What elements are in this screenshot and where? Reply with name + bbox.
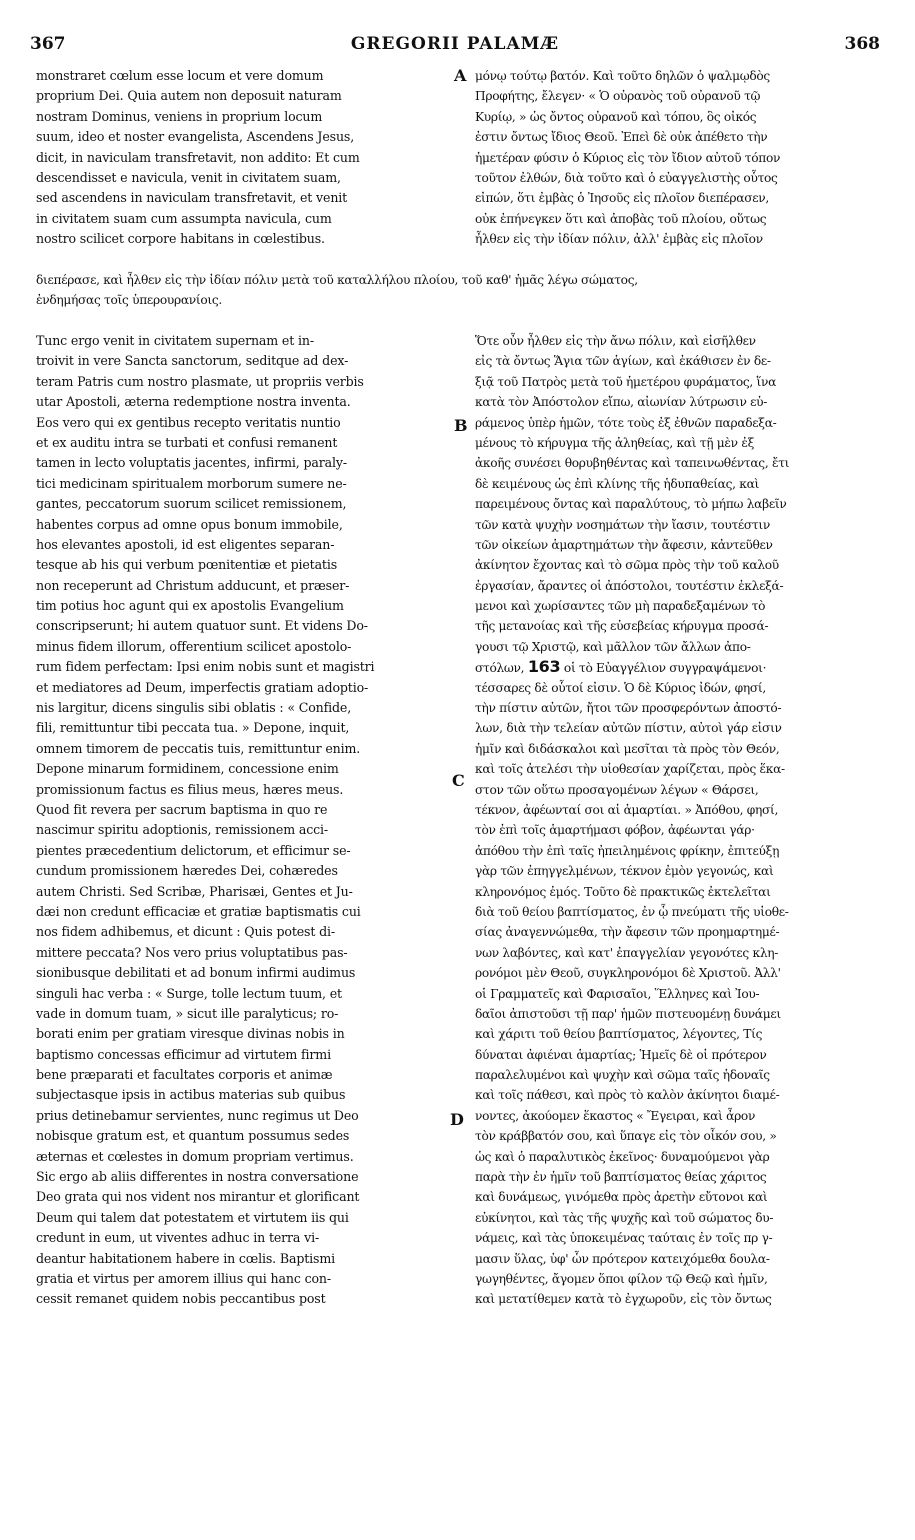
text-line: Προφήτης, ἔλεγεν· « Ὁ οὐρανὸς τοῦ οὐρανοῦ τῷ — [475, 89, 761, 104]
text-line: εἰς τὰ ὄντως Ἅγια τῶν ἁγίων, καὶ ἐκάθισεν ἐν δε- — [475, 354, 771, 369]
text-line: τῶν κατὰ ψυχὴν νοσημάτων τὴν ἴασιν, τουτέστιν — [475, 517, 770, 532]
text-line: nis largitur, dicens singulis sibi oblatis : « Confide, — [36, 700, 352, 716]
text-line: κατὰ τὸν Ἀπόστολον εἴπω, αἰωνίαν λύτρωσιν εὑ- — [475, 395, 768, 410]
text-line: οἱ Γραμματεῖς καὶ Φαρισαῖοι, Ἕλληνες καὶ Ἰου- — [475, 986, 760, 1001]
text-line: ἡμετέραν φύσιν ὁ Κύριος εἰς τὸν ἴδιον αὐτοῦ τόπον — [475, 150, 781, 165]
text-line: tim potius hoc agunt qui ex apostolis Evangelium — [36, 598, 344, 614]
text-line: rum fidem perfectam: Ipsi enim nobis sunt et magistri — [36, 659, 375, 675]
text-line: σίας ἀναγεννώμεθα, τὴν ἄφεσιν τῶν προημαρτημέ- — [475, 925, 780, 940]
text-line: descendisset e navicula, venit in civitatem suam, — [36, 169, 341, 185]
text-line: καὶ μετατίθεμεν κατὰ τὸ ἐγχωροῦν, εἰς τὸν ὄντως — [475, 1292, 772, 1307]
text-line: suum, ideo et noster evangelista, Ascendens Jesus, — [36, 129, 355, 145]
greek-column-bottom — [475, 331, 885, 1310]
text-line: ξιᾷ τοῦ Πατρὸς μετὰ τοῦ ἡμετέρου φυράματος, ἵνα — [475, 374, 777, 389]
text-line: ἐργασίαν, ἄραντες οἱ ἀπόστολοι, τουτέστιν ἐκλεξά- — [475, 578, 784, 593]
text-line: tici medicinam spiritualem morborum sumere ne- — [36, 475, 347, 491]
page-header — [30, 34, 880, 58]
text-line: ἀπόθου τὴν ἐπὶ ταῖς ἠπειλημένοις φρίκην, ἐπιτεύξῃ — [475, 843, 780, 858]
text-line: Tunc ergo venit in civitatem supernam et in- — [36, 333, 314, 348]
text-line: νων λαβόντες, καὶ κατ' ἐπαγγελίαν γεγονότες κλη- — [475, 945, 779, 960]
text-line: στον τῶν οὕτω προσαγομένων λέγων « Θάρσει, — [475, 782, 759, 797]
text-line: μασιν ὕλας, ὑφ' ὧν πρότερον κατειχόμεθα δουλα- — [475, 1251, 770, 1266]
text-line: τὸν κράββατόν σου, καὶ ὕπαγε εἰς τὸν οἶκόν σου, » — [475, 1129, 777, 1144]
text-line: Sic ergo ab aliis differentes in nostra conversatione — [36, 1169, 359, 1185]
text-line: τέσσαρες δὲ οὗτοί εἰσιν. Ὁ δὲ Κύριος ἰδών, φησί, — [475, 680, 766, 695]
text-line: παραλελυμένοι καὶ ψυχὴν καὶ σῶμα ταῖς ἡδοναῖς — [475, 1068, 770, 1083]
text-line: nos fidem adhibemus, et dicunt : Quis potest di- — [36, 924, 336, 940]
text-line: prius detinebamur servientes, nunc regimus ut Deo — [36, 1107, 359, 1123]
text-line: Κυρίῳ, » ὡς ὄντος οὐρανοῦ καὶ τόπου, ὃς οἰκός — [475, 109, 757, 124]
text-line: gratia et virtus per amorem illius qui hanc con- — [36, 1270, 331, 1286]
section-marker-c: C — [452, 771, 465, 790]
text-line: conscripserunt; hi autem quatuor sunt. Et videns Do- — [36, 618, 368, 634]
text-line: omnem timorem de peccatis tuis, remittuntur enim. — [36, 740, 361, 756]
section-marker-a: A — [454, 66, 467, 85]
text-line: minus fidem illorum, offerentium scilicet apostolo- — [36, 638, 352, 654]
text-line: κληρονόμος ἐμός. Τοῦτο δὲ πρακτικῶς ἐκτελεῖται — [475, 884, 771, 899]
text-line: in civitatem suam cum assumpta navicula, cum — [36, 210, 332, 226]
greek-lines-after-column-number — [475, 678, 885, 1310]
text-line: non receperunt ad Christum adducunt, et præser- — [36, 577, 350, 593]
section-marker-d: D — [450, 1110, 464, 1129]
column-number-line — [475, 657, 885, 677]
text-line: subjectasque ipsis in actibus materias sub quibus — [36, 1087, 346, 1103]
greek-column-top — [475, 66, 885, 250]
text-line: tesque ab his qui verbum pœnitentiæ et pietatis — [36, 557, 338, 573]
text-line: λων, διὰ τὴν τελείαν αὐτῶν πίστιν, αὐτοὶ γάρ εἰσιν — [475, 721, 782, 736]
latin-column-top — [36, 66, 456, 250]
text-line: καὶ χάριτι τοῦ θείου βαπτίσματος, λέγοντες, Τίς — [475, 1027, 763, 1042]
text-line: utar Apostoli, æterna redemptione nostra inventa. — [36, 394, 351, 410]
text-line: Ὅτε οὖν ἦλθεν εἰς τὴν ἄνω πόλιν, καὶ εἰσῆλθεν — [475, 334, 756, 348]
text-line: Depone minarum formidinem, concessione enim — [36, 761, 339, 777]
text-line: nostram Dominus, veniens in proprium locum — [36, 108, 323, 124]
text-line: ἡμῖν καὶ διδάσκαλοι καὶ μεσῖται τὰ πρὸς τὸν Θεόν, — [475, 741, 780, 756]
text-line: τὴν πίστιν αὐτῶν, ἤτοι τῶν προσφερόντων ἀποστό- — [475, 701, 782, 716]
text-line: δαῖοι ἀπιστοῦσι τῇ παρ' ἡμῶν πιστευομένῃ δυνάμει — [475, 1006, 781, 1021]
text-line: gantes, peccatorum suorum scilicet remissionem, — [36, 496, 347, 512]
page-number-right: 368 — [844, 34, 880, 54]
text-line: διεπέρασε, καὶ ἦλθεν εἰς τὴν ἰδίαν πόλιν μετὰ τοῦ καταλλήλου πλοίου, τοῦ καθ' ἡμᾶς λέγω σώματος, — [36, 273, 638, 287]
column-number: 163 — [527, 657, 561, 677]
column-number-prefix: στόλων, — [475, 661, 525, 676]
text-line: dicit, in naviculam transfretavit, non addito: Et cum — [36, 149, 360, 165]
latin-column-bottom — [36, 331, 461, 1310]
text-line: ἀκίνητον ἔχοντας καὶ τὸ σῶμα πρὸς τὴν τοῦ καλοῦ — [475, 558, 779, 573]
greek-lines-before-column-number — [475, 331, 885, 657]
text-line: τῶν οἰκείων ἁμαρτημάτων τὴν ἄφεσιν, κἀντεῦθεν — [475, 537, 773, 552]
text-line: baptismo concessas efficimur ad virtutem firmi — [36, 1046, 331, 1062]
text-line: διὰ τοῦ θείου βαπτίσματος, ἐν ᾧ πνεύματι τῆς υἱοθε- — [475, 904, 789, 919]
text-line: καὶ τοῖς ἀτελέσι τὴν υἱοθεσίαν χαρίζεται, πρὸς ἕκα- — [475, 762, 785, 777]
text-line: νοντες, ἀκούομεν ἕκαστος « Ἔγειραι, καὶ ἆρον — [475, 1108, 756, 1123]
text-line: μενοι καὶ χωρίσαντες τῶν μὴ παραδεξαμένων τὸ — [475, 599, 766, 614]
text-line: vade in domum tuam, » sicut ille paralyticus; ro- — [36, 1005, 339, 1021]
text-line: καὶ τοῖς πάθεσι, καὶ πρὸς τὸ καλὸν ἀκίνητοι διαμέ- — [475, 1088, 780, 1103]
text-line: ἀκοῆς συνέσει θορυβηθέντας καὶ ταπεινωθέντας, ἔτι — [475, 456, 790, 471]
text-line: παρειμένους ὄντας καὶ παραλύτους, τὸ μήπω λαβεῖν — [475, 497, 787, 512]
text-line: bene præparati et facultates corporis et animæ — [36, 1067, 333, 1083]
page-number-left: 367 — [30, 34, 66, 54]
text-line: monstraret cœlum esse locum et vere domum — [36, 68, 324, 83]
section-marker-b: B — [454, 416, 468, 435]
text-line: εὐκίνητοι, καὶ τὰς τῆς ψυχῆς καὶ τοῦ σώματος δυ- — [475, 1210, 774, 1225]
text-line: τοῦτον ἐλθών, διὰ τοῦτο καὶ ὁ εὐαγγελιστὴς οὗτος — [475, 170, 778, 185]
text-line: nascimur spiritu adoptionis, remissionem acci- — [36, 822, 328, 838]
text-line: teram Patris cum nostro plasmate, ut propriis verbis — [36, 373, 364, 389]
text-line: et ex auditu intra se turbati et confusi remanent — [36, 434, 338, 450]
column-number-suffix: οἱ τὸ Εὐαγγέλιον συγγραψάμενοι· — [563, 661, 767, 676]
text-line: sionibusque debilitati et ad bonum infirmi audimus — [36, 965, 356, 981]
text-line: τῆς μετανοίας καὶ τῆς εὐσεβείας κήρυγμα προσά- — [475, 619, 769, 634]
text-line: pientes præcedentium delictorum, et efficimur se- — [36, 842, 351, 858]
text-line: Deum qui talem dat potestatem et virtutem iis qui — [36, 1209, 349, 1225]
running-title: GREGORII PALAMÆ — [350, 34, 560, 54]
text-line: ὡς καὶ ὁ παραλυτικὸς ἐκεῖνος· δυναμούμενοι γὰρ — [475, 1149, 770, 1164]
text-line: deantur habitationem habere in cœlis. Baptismi — [36, 1250, 336, 1266]
text-line: ρονόμοι μὲν Θεοῦ, συγκληρονόμοι δὲ Χριστοῦ. Ἀλλ' — [475, 966, 781, 981]
text-line: Eos vero qui ex gentibus recepto veritatis nuntio — [36, 414, 341, 430]
text-line: et mediatores ad Deum, imperfectis gratiam adoptio- — [36, 679, 369, 695]
text-line: habentes corpus ad omne opus bonum immobile, — [36, 516, 343, 532]
text-line: fili, remittuntur tibi peccata tua. » Depone, inquit, — [36, 720, 350, 736]
text-line: credunt in eum, ut viventes adhuc in terra vi- — [36, 1230, 320, 1246]
text-line: æternas et cœlestes in domum propriam vertimus. — [36, 1148, 354, 1164]
text-line: autem Christi. Sed Scribæ, Pharisæi, Gentes et Ju- — [36, 883, 353, 899]
text-line: singuli hac verba : « Surge, tolle lectum tuum, et — [36, 985, 342, 1001]
text-line: nobisque gratum est, et quantum possumus sedes — [36, 1128, 350, 1144]
text-line: ράμενος ὑπὲρ ἡμῶν, τότε τοὺς ἐξ ἐθνῶν παραδεξα- — [475, 415, 777, 430]
text-line: ἐνδημήσας τοῖς ὑπερουρανίοις. — [36, 293, 222, 308]
text-line: troivit in vere Sancta sanctorum, seditque ad dex- — [36, 353, 349, 369]
text-line: dæi non credunt efficaciæ et gratiæ baptismatis cui — [36, 903, 361, 919]
text-line: sed ascendens in naviculam transfretavit, et venit — [36, 190, 348, 206]
text-line: Quod fit revera per sacrum baptisma in quo re — [36, 801, 328, 817]
text-line: tamen in lecto voluptatis jacentes, infirmi, paraly- — [36, 455, 347, 471]
greek-spanning-text — [36, 270, 886, 311]
text-line: εἰπών, ὅτι ἐμβὰς ὁ Ἰησοῦς εἰς πλοῖον διεπέρασεν, — [475, 191, 769, 206]
text-line: γουσι τῷ Χριστῷ, καὶ μᾶλλον τῶν ἄλλων ἀπο- — [475, 639, 751, 654]
text-line: τέκνον, ἀφέωνταί σοι αἱ ἁμαρτίαι. » Ἀπόθου, φησί, — [475, 802, 779, 817]
text-line: τὸν ἐπὶ τοῖς ἁμαρτήμασι φόβον, ἀφέωνται γάρ· — [475, 823, 755, 838]
text-line: νάμεις, καὶ τὰς ὑποκειμένας ταύταις ἐν τοῖς πρ γ- — [475, 1231, 773, 1246]
text-line: promissionum factus es filius meus, hæres meus. — [36, 781, 344, 797]
text-line: γωγηθέντες, ἄγομεν ὅποι φίλον τῷ Θεῷ καὶ ἡμῖν, — [475, 1271, 768, 1286]
text-line: proprium Dei. Quia autem non deposuit naturam — [36, 88, 342, 104]
text-line: borati enim per gratiam viresque divinas nobis in — [36, 1026, 345, 1042]
text-line: mittere peccata? Nos vero prius voluptatibus pas- — [36, 944, 348, 960]
text-line: ἐστιν ὄντως ἴδιος Θεοῦ. Ἐπεὶ δὲ οὐκ ἀπέθετο τὴν — [475, 130, 768, 145]
text-line: nostro scilicet corpore habitans in cœlestibus. — [36, 231, 325, 247]
text-line: μόνῳ τούτῳ βατόν. Καὶ τοῦτο δηλῶν ὁ ψαλμῳδὸς — [475, 69, 770, 83]
text-line: γὰρ τῶν ἐπηγγελμένων, τέκνον ἐμὸν γεγονώς, καὶ — [475, 864, 774, 879]
text-line: hos elevantes apostoli, id est eligentes separan- — [36, 536, 335, 552]
text-line: οὐκ ἐπήνεγκεν ὅτι καὶ ἀποβὰς τοῦ πλοίου, οὕτως — [475, 211, 767, 226]
text-line: δὲ κειμένους ὡς ἐπὶ κλίνης τῆς ἡδυπαθείας, καὶ — [475, 476, 760, 491]
text-line: παρὰ τὴν ἐν ἡμῖν τοῦ βαπτίσματος θείας χάριτος — [475, 1170, 767, 1185]
text-line: ἦλθεν εἰς τὴν ἰδίαν πόλιν, ἀλλ' ἐμβὰς εἰς πλοῖον — [475, 232, 763, 247]
text-line: μένους τὸ κήρυγμα τῆς ἀληθείας, καὶ τῇ μὲν ἐξ — [475, 435, 754, 450]
text-line: καὶ δυνάμεως, γινόμεθα πρὸς ἀρετὴν εὔτονοι καὶ — [475, 1190, 768, 1205]
text-line: δύναται ἀφιέναι ἁμαρτίας; Ἡμεῖς δὲ οἱ πρότερον — [475, 1047, 767, 1062]
text-line: cundum promissionem hæredes Dei, cohæredes — [36, 863, 338, 879]
text-line: Deo grata qui nos vident nos mirantur et glorificant — [36, 1189, 360, 1205]
text-line: cessit remanet quidem nobis peccantibus post — [36, 1291, 326, 1307]
